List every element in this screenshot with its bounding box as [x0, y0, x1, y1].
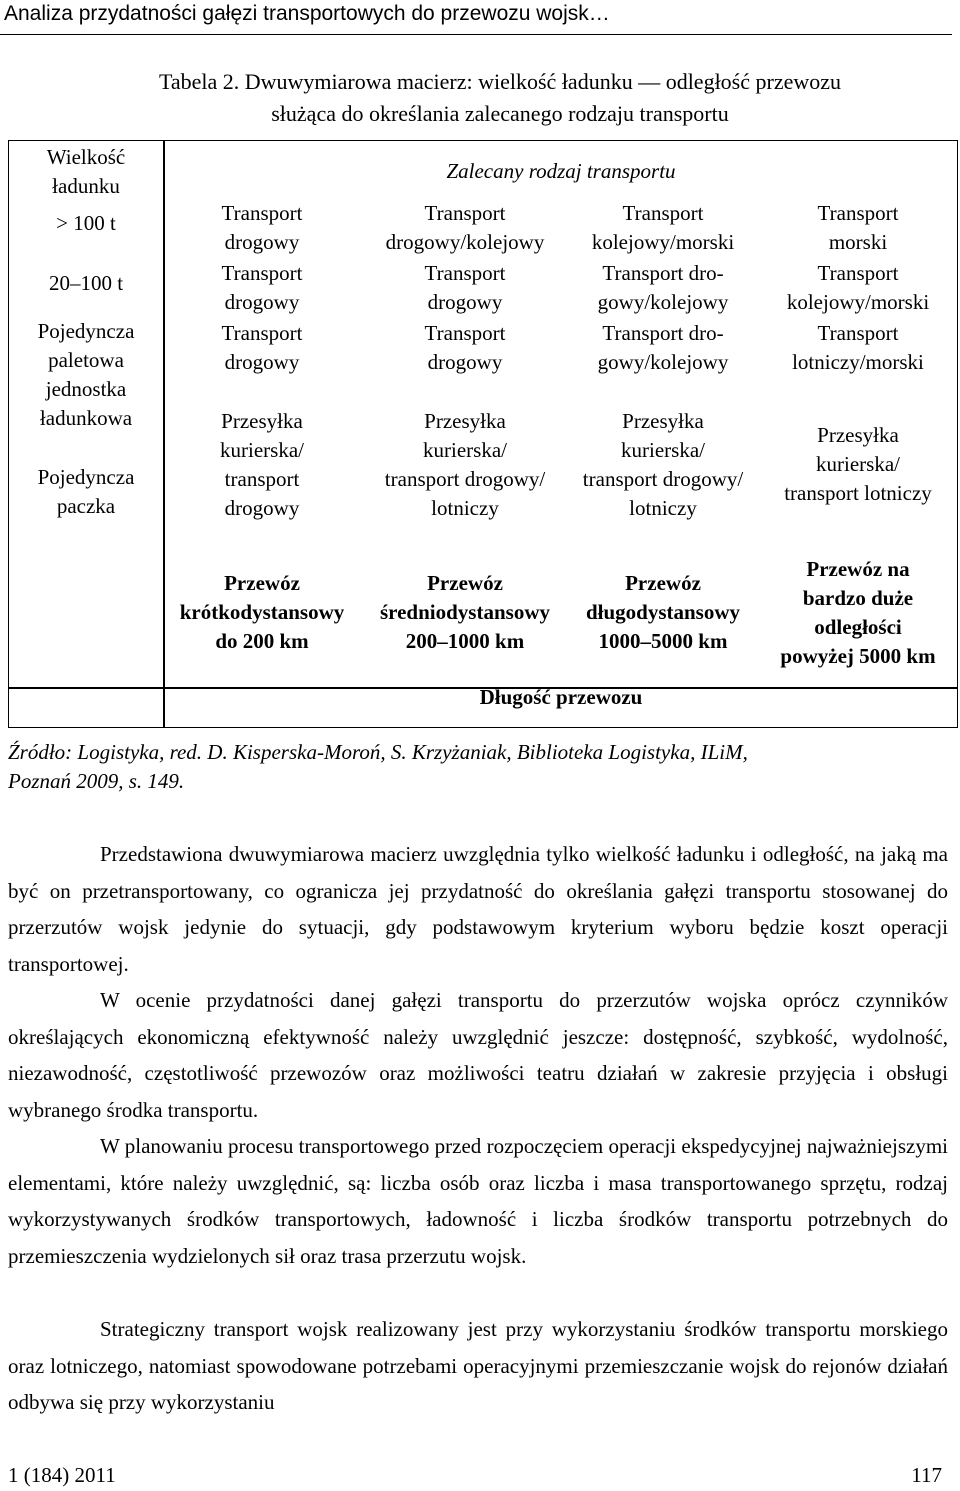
- distance-label-line: 1000–5000 km: [598, 629, 728, 653]
- matrix-cell-line: drogowy: [224, 350, 300, 374]
- matrix-cell-line: Przesyłka: [622, 409, 704, 433]
- distance-label-line: do 200 km: [215, 629, 309, 653]
- matrix-cell-line: Transport: [424, 321, 506, 345]
- matrix-cell-line: transport drogowy/: [384, 467, 546, 491]
- distance-label-line: Przewóz: [224, 571, 300, 595]
- matrix-cell-line: kurierska/: [423, 438, 507, 462]
- distance-label-line: odległości: [814, 615, 902, 639]
- matrix-cell-line: kurierska/: [220, 438, 304, 462]
- running-title: Analiza przydatności gałęzi transportowych do przewozu wojsk…: [4, 2, 610, 25]
- issue-number: 1 (184) 2011: [8, 1463, 116, 1487]
- distance-label-line: Przewóz na: [806, 557, 910, 581]
- matrix-cell-line: Transport: [221, 261, 303, 285]
- matrix-cell-line: Transport dro-: [602, 321, 724, 345]
- matrix-cell-line: drogowy/kolejowy: [385, 230, 545, 254]
- distance-label-line: Przewóz: [427, 571, 503, 595]
- matrix-cell: [565, 199, 761, 257]
- matrix-cell-line: Przesyłka: [817, 423, 899, 447]
- matrix-cell-line: kolejowy/morski: [786, 290, 930, 314]
- matrix-cell: [164, 259, 360, 317]
- distance-label-line: bardzo duże: [802, 586, 914, 610]
- matrix-cell: [760, 199, 956, 257]
- distance-label: [565, 569, 761, 656]
- row-label-line: 20–100 t: [48, 271, 124, 295]
- distance-label-line: powyżej 5000 km: [780, 644, 936, 668]
- column-axis-title: Długość przewozu: [479, 685, 643, 709]
- matrix-cell: [367, 407, 563, 523]
- table-source: [8, 738, 948, 796]
- matrix-cell-line: transport lotniczy: [784, 481, 932, 505]
- matrix-cell: [367, 319, 563, 377]
- matrix-cell-line: kolejowy/morski: [591, 230, 735, 254]
- row-header-title: [9, 143, 163, 201]
- page-number: 117: [911, 1463, 942, 1487]
- matrix-cell-line: transport: [224, 467, 300, 491]
- matrix-cell-line: Transport: [817, 261, 899, 285]
- matrix-cell-line: Transport: [622, 201, 704, 225]
- matrix-cell-line: gowy/kolejowy: [597, 350, 729, 374]
- matrix-cell-line: Przesyłka: [221, 409, 303, 433]
- source-line2: Poznań 2009, s. 149.: [8, 769, 185, 793]
- row-label-line: jednostka: [45, 377, 127, 401]
- matrix-cell-line: kurierska/: [621, 438, 705, 462]
- matrix-cell-line: lotniczy: [431, 496, 499, 520]
- row-label: [9, 209, 163, 238]
- paragraph: Strategiczny transport wojsk realizowany jest przy wykorzystaniu środków transportu morskiego oraz lotniczego, natomiast spowodowane potrzebami operacyjnymi przemieszczanie wojsk do rejonów działań odbywa się przy wykorzystaniu: [8, 1317, 948, 1415]
- row-label: [9, 269, 163, 298]
- distance-label: [760, 555, 956, 671]
- matrix-cell: [760, 319, 956, 377]
- source-line1: Źródło: Logistyka, red. D. Kisperska-Moroń, S. Krzyżaniak, Biblioteka Logistyka, ILiM,: [8, 740, 748, 764]
- matrix-cell-line: drogowy: [224, 496, 300, 520]
- distance-label: [164, 569, 360, 656]
- row-label-line: Pojedyncza: [37, 465, 135, 489]
- running-header: [0, 0, 952, 35]
- row-header-title-line: ładunku: [52, 174, 120, 198]
- matrix-cell-line: drogowy: [427, 290, 503, 314]
- paragraph: W ocenie przydatności danej gałęzi transportu do przerzutów wojska oprócz czynników określających ekonomiczną efektywność należy uwzględnić jeszcze: dostępność, szybkość, wydolność, niezawodność, częstotliwość przewozów oraz możliwości teatru działań w zakresie przyjęcia i obsługi wybranego środka transportu.: [8, 988, 948, 1122]
- row-label-line: paletowa: [48, 348, 124, 372]
- matrix-cell: [565, 259, 761, 317]
- matrix-cell-line: Przesyłka: [424, 409, 506, 433]
- distance-label: [367, 569, 563, 656]
- paragraph: Przedstawiona dwuwymiarowa macierz uwzględnia tylko wielkość ładunku i odległość, na jaką ma być on przetransportowany, co ogranicza jej przydatność do określania gałęzi transportu stosowanej do przerzutów wojsk jedynie do sytuacji, gdy podstawowym kryterium wyboru będzie koszt operacji transportowej.: [8, 842, 948, 976]
- matrix-cell: [367, 259, 563, 317]
- distance-label-line: średniodystansowy: [380, 600, 550, 624]
- matrix-cell: [565, 319, 761, 377]
- matrix-cell-line: gowy/kolejowy: [597, 290, 729, 314]
- matrix-cell-line: Transport: [817, 201, 899, 225]
- matrix-cell-line: morski: [828, 230, 888, 254]
- row-label-line: Pojedyncza: [37, 319, 135, 343]
- row-label-line: ładunkowa: [39, 406, 133, 430]
- column-group-title: Zalecany rodzaj transportu: [446, 159, 676, 183]
- row-label: [9, 317, 163, 433]
- matrix-cell: [164, 319, 360, 377]
- matrix-cell: [760, 421, 956, 508]
- distance-label-line: długodystansowy: [585, 600, 741, 624]
- matrix-cell: [760, 259, 956, 317]
- table-caption-line2: służąca do określania zalecanego rodzaju transportu: [271, 101, 729, 126]
- matrix-cell-line: Transport: [424, 201, 506, 225]
- matrix-cell-line: transport drogowy/: [582, 467, 744, 491]
- matrix-cell: [164, 407, 360, 523]
- matrix-cell-line: Transport: [817, 321, 899, 345]
- row-header-title-line: Wielkość: [46, 145, 126, 169]
- paragraph: W planowaniu procesu transportowego przed rozpoczęciem operacji ekspedycyjnej najważniejszymi elementami, które należy uwzględnić, są: liczba osób oraz liczba i masa transportowanego sprzętu, rodzaj wykorzystywanych środków transportowych, ładowność i liczba środków transportu potrzebnych do przemieszczenia wydzielonych sił oraz trasa przerzutu wojsk.: [8, 1134, 948, 1268]
- matrix-cell: [164, 199, 360, 257]
- row-label-line: > 100 t: [56, 211, 116, 235]
- distance-label-line: krótkodystansowy: [179, 600, 345, 624]
- matrix-cell-line: lotniczy/morski: [792, 350, 924, 374]
- matrix-cell-line: drogowy: [224, 230, 300, 254]
- matrix-cell-line: kurierska/: [816, 452, 900, 476]
- matrix-cell-line: Transport: [221, 321, 303, 345]
- matrix-cell: [565, 407, 761, 523]
- distance-label-line: 200–1000 km: [405, 629, 525, 653]
- matrix-cell-line: Transport: [424, 261, 506, 285]
- matrix-cell-line: drogowy: [427, 350, 503, 374]
- transport-matrix-table: [8, 140, 958, 728]
- matrix-cell: [367, 199, 563, 257]
- distance-label-line: Przewóz: [625, 571, 701, 595]
- matrix-cell-line: lotniczy: [629, 496, 697, 520]
- matrix-cell-line: Transport: [221, 201, 303, 225]
- row-label-line: paczka: [56, 494, 116, 518]
- matrix-cell-line: drogowy: [224, 290, 300, 314]
- row-label: [9, 463, 163, 521]
- table-caption-line1: Tabela 2. Dwuwymiarowa macierz: wielkość ładunku — odległość przewozu: [158, 69, 842, 94]
- matrix-cell-line: Transport dro-: [602, 261, 724, 285]
